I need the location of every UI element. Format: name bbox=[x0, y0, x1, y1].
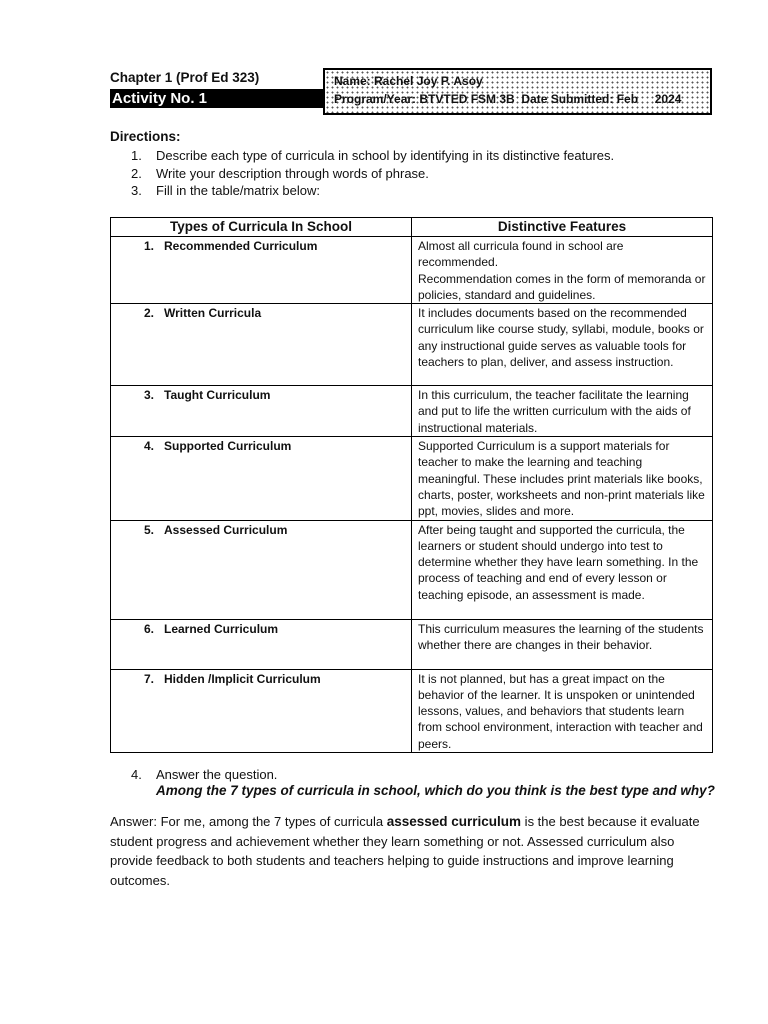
curriculum-type-name: Assessed Curriculum bbox=[164, 522, 288, 537]
curriculum-type-cell bbox=[111, 386, 412, 437]
curriculum-type-cell bbox=[111, 437, 412, 520]
distinctive-feature-cell: In this curriculum, the teacher facilitate the learning and put to life the written curriculum with the aids of instructional materials. bbox=[412, 386, 713, 437]
question-number: 4. bbox=[131, 767, 142, 782]
table-row bbox=[111, 619, 713, 669]
row-number: 2. bbox=[143, 306, 154, 321]
directions-item-number: 3. bbox=[131, 183, 142, 198]
curriculum-type-name: Taught Curriculum bbox=[164, 388, 271, 403]
row-number: 3. bbox=[143, 388, 154, 403]
row-number: 5. bbox=[143, 522, 154, 537]
curriculum-type-name: Written Curricula bbox=[164, 306, 262, 321]
distinctive-feature-cell: It includes documents based on the recommended curriculum like course study, syllabi, module, books or any instructional guide serves as valuable tools for teachers to plan, deliver, and assess instruction. bbox=[412, 304, 713, 386]
activity-title: Activity No. 1 bbox=[110, 89, 326, 108]
curricula-matrix-table bbox=[110, 217, 713, 753]
program-year-date: Program/Year: BTVTED FSM 3B Date Submitted: Feb 2024 bbox=[334, 92, 682, 106]
curriculum-type-cell bbox=[111, 669, 412, 752]
table-row bbox=[111, 437, 713, 520]
curriculum-type-name: Supported Curriculum bbox=[164, 439, 292, 454]
student-name: Name: Rachel Joy P. Asoy bbox=[334, 74, 483, 88]
directions-item bbox=[131, 147, 614, 165]
curriculum-type-name: Hidden /Implicit Curriculum bbox=[164, 671, 321, 686]
distinctive-feature-cell: It is not planned, but has a great impact on the behavior of the learner. It is unspoken or unintended lessons, values, and behaviors that students learn from school environment, interaction with teacher and peers. bbox=[412, 669, 713, 752]
row-number: 4. bbox=[143, 439, 154, 454]
curriculum-type-cell bbox=[111, 237, 412, 304]
question-instruction: Answer the question. bbox=[156, 767, 278, 782]
table-header-row bbox=[111, 218, 713, 237]
table-row bbox=[111, 669, 713, 752]
directions-item bbox=[131, 165, 614, 183]
directions-item-text: Write your description through words of phrase. bbox=[156, 165, 429, 181]
directions-item-number: 1. bbox=[131, 148, 142, 163]
distinctive-feature-cell: This curriculum measures the learning of the students whether there are changes in their behavior. bbox=[412, 619, 713, 669]
row-number: 6. bbox=[143, 621, 154, 636]
student-info-box bbox=[323, 68, 712, 115]
distinctive-feature-cell: Supported Curriculum is a support materials for teacher to make the learning and teaching meaningful. These includes print materials like books, charts, poster, worksheets and non-print materials like ppt, movies, slides and more. bbox=[412, 437, 713, 520]
directions-item bbox=[131, 182, 614, 200]
distinctive-feature-cell: After being taught and supported the curricula, the learners or student should undergo into test to determine whether they have learn something. In the process of teaching and end of every lesson or teaching episode, an assessment is made. bbox=[412, 520, 713, 619]
distinctive-feature-cell: Almost all curricula found in school are recommended. Recommendation comes in the form of memoranda or policies, standard and guidelines. bbox=[412, 237, 713, 304]
directions-title: Directions: bbox=[110, 129, 181, 144]
curriculum-type-name: Learned Curriculum bbox=[164, 621, 279, 636]
answer-paragraph bbox=[110, 812, 710, 890]
directions-list bbox=[131, 147, 614, 200]
table-row bbox=[111, 304, 713, 386]
question-item bbox=[131, 767, 277, 782]
table-row bbox=[111, 386, 713, 437]
table-row bbox=[111, 520, 713, 619]
answer-prefix: Answer: For me, among the 7 types of curricula bbox=[110, 814, 387, 829]
curriculum-type-cell bbox=[111, 520, 412, 619]
curriculum-type-name: Recommended Curriculum bbox=[164, 239, 318, 253]
table-row bbox=[111, 237, 713, 304]
column-header-features: Distinctive Features bbox=[412, 218, 713, 237]
question-text: Among the 7 types of curricula in school, which do you think is the best type and why? bbox=[156, 783, 715, 798]
answer-suffix: is the best because it evaluate student progress and achievement whether they learn something or not. Assessed curriculum also provide feedback to both students and teachers helping to guide instructions and improve learning outcomes. bbox=[110, 814, 700, 888]
directions-item-text: Describe each type of curricula in school by identifying in its distinctive features. bbox=[156, 148, 615, 163]
directions-item-number: 2. bbox=[131, 165, 142, 181]
column-header-types: Types of Curricula In School bbox=[111, 218, 412, 237]
directions-item-text: Fill in the table/matrix below: bbox=[156, 183, 321, 198]
answer-highlight: assessed curriculum bbox=[386, 814, 522, 829]
curriculum-type-cell bbox=[111, 304, 412, 386]
chapter-title: Chapter 1 (Prof Ed 323) bbox=[110, 70, 260, 85]
row-number: 1. bbox=[143, 239, 154, 253]
curriculum-type-cell bbox=[111, 619, 412, 669]
row-number: 7. bbox=[143, 671, 154, 686]
